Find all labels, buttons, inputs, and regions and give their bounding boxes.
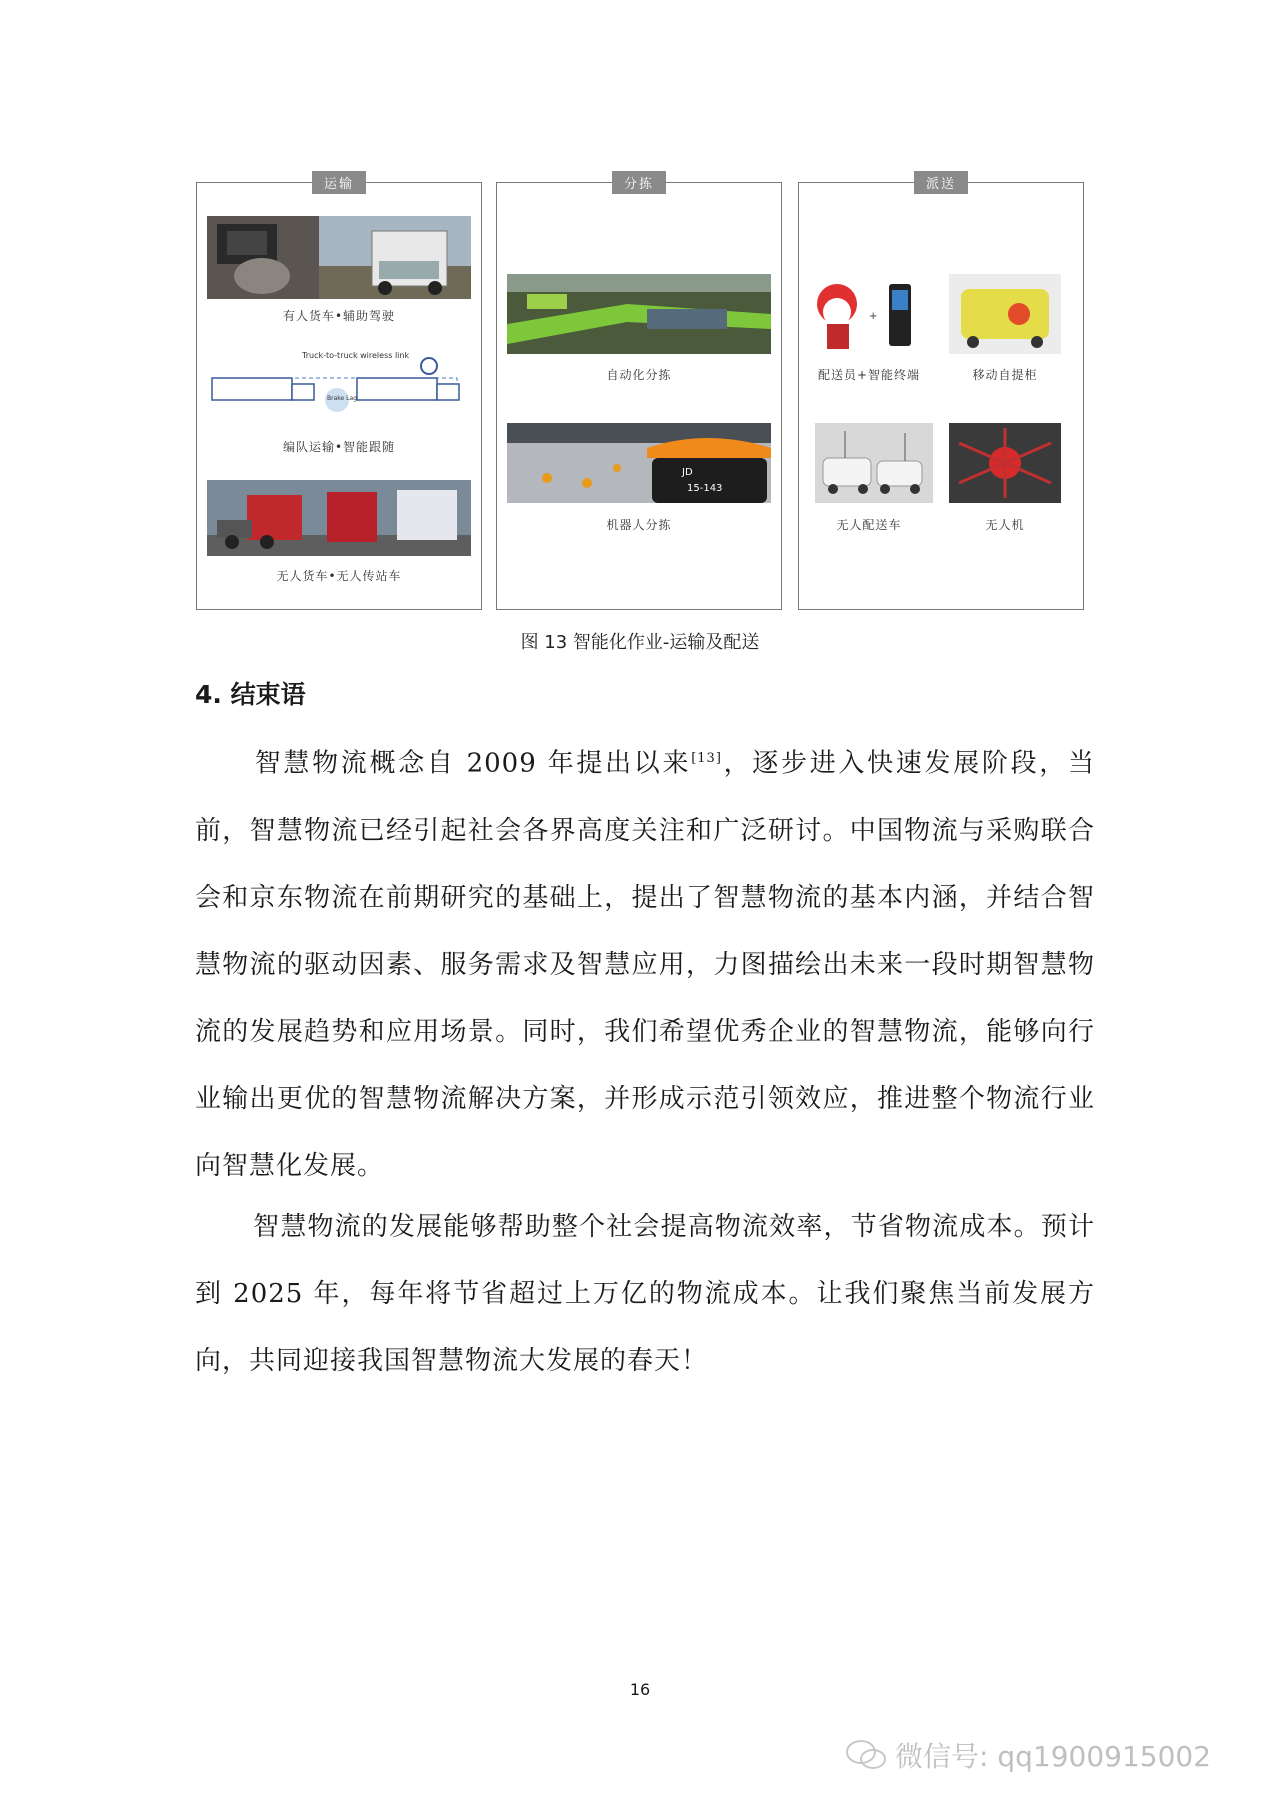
para2-text: 智慧物流的发展能够帮助整个社会提高物流效率，节省物流成本。预计到 2025 年，每年将节省超过上万亿的物流成本。让我们聚焦当前发展方向，共同迎接我国智慧物流大发展的春天！	[195, 1212, 1095, 1376]
figure-panel-transport	[196, 177, 482, 610]
caption-delivery-robots: 无人配送车	[836, 518, 902, 532]
caption-drone: 无人机	[985, 518, 1025, 532]
conclusion-paragraph-2	[195, 1194, 1095, 1395]
conclusion-paragraph-1	[195, 725, 1095, 1200]
truck-cabin-and-otto-truck-photo	[207, 216, 471, 299]
delivery-drone	[949, 423, 1061, 503]
robot-id-label: 15-143	[687, 483, 723, 494]
mascot-and-handheld-terminal	[809, 274, 929, 354]
caption-automated-sorting: 自动化分拣	[606, 368, 672, 382]
watermark-text: 微信号: qq1900915002	[895, 1740, 1212, 1773]
figure-panel-sorting	[496, 177, 782, 610]
caption-mobile-locker: 移动自提柜	[972, 368, 1038, 382]
caption-courier-terminal: 配送员+智能终端	[817, 368, 921, 382]
para1-text-end: ，逐步进入快速发展阶段，当前，智慧物流已经引起社会各界高度关注和广泛研讨。中国物流与采购联合会和京东物流在前期研究的基础上，提出了智慧物流的基本内涵，并结合智慧物流的驱动因素、服务需求及智慧应用，力图描绘出未来一段时期智慧物流的发展趋势和应用场景。同时，我们希望优秀企业的智慧物流，能够向行业输出更优的智慧物流解决方案，并形成示范引领效应，推进整个物流行业向智慧化发展。	[195, 748, 1095, 1181]
caption-assisted-driving: 有人货车•辅助驾驶	[282, 309, 396, 323]
robot-brand-label: JD	[682, 467, 693, 478]
sorting-robots-photo	[507, 423, 771, 503]
page-number: 16	[629, 1680, 651, 1699]
para1-text-start: 智慧物流概念自 2009 年提出以来	[253, 748, 692, 779]
wechat-watermark	[845, 1735, 1211, 1775]
panel-title: 运输	[312, 171, 366, 194]
panel-title: 分拣	[612, 171, 666, 194]
panel-title: 派送	[914, 171, 968, 194]
wechat-icon	[845, 1738, 887, 1772]
platoon-link-label: Truck-to-truck wireless link	[302, 351, 410, 360]
figure-panel-delivery	[798, 177, 1084, 610]
caption-driverless-trucks: 无人货车•无人传站车	[276, 569, 402, 583]
brake-lag-label: Brake Lag	[327, 395, 357, 402]
svg-text:+: +	[869, 311, 878, 322]
red-autonomous-trucks-photo	[207, 480, 471, 556]
caption-robot-sorting: 机器人分拣	[606, 518, 672, 532]
section-heading: 4. 结束语	[195, 680, 306, 709]
caption-platooning: 编队运输•智能跟随	[282, 440, 396, 454]
citation-ref: [13]	[691, 751, 722, 766]
figure-caption: 图 13 智能化作业-运输及配送	[520, 632, 760, 653]
delivery-robots	[815, 423, 933, 503]
automated-sorting-warehouse-photo	[507, 274, 771, 354]
truck-platooning-diagram	[207, 348, 471, 418]
mobile-pickup-locker	[949, 274, 1061, 354]
